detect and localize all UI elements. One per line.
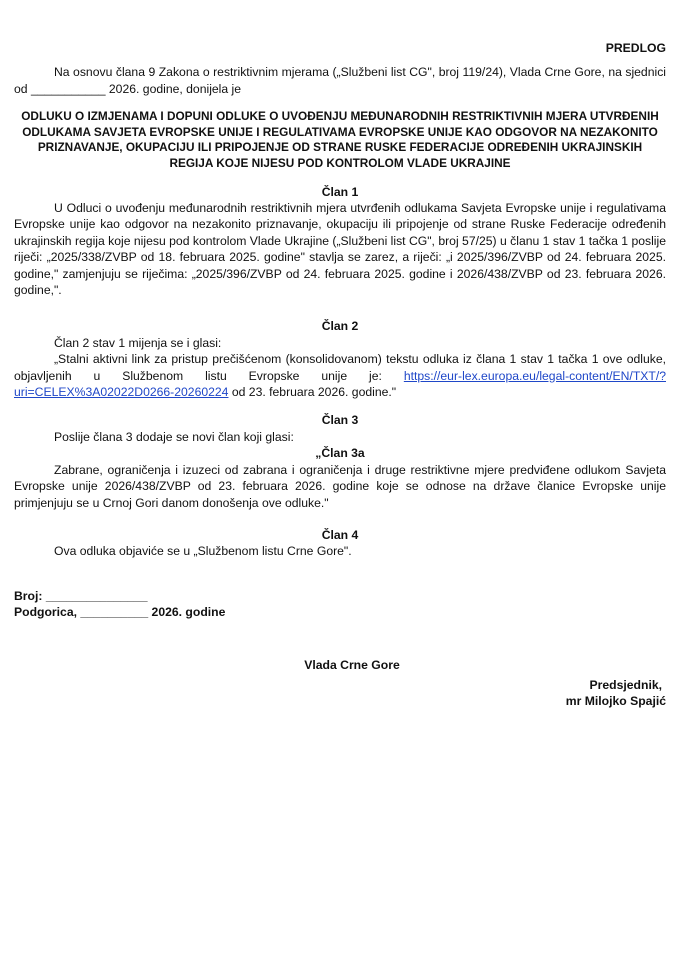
article-4-heading: Član 4 [321, 527, 359, 542]
president-title: Predsjednik, [589, 677, 662, 692]
place-label: Podgorica, [14, 605, 77, 620]
president-signature-block [14, 677, 666, 710]
article-2-text [14, 351, 666, 400]
intro-text-1: Na osnovu člana 9 Zakona o restriktivnim mjerama („Službeni list CG", broj 119/24), Vlada Crne Gore, na sjednici od [14, 65, 666, 96]
article-2-heading: Član 2 [321, 319, 359, 334]
article-1-text: U Odluci o uvođenju međunarodnih restriktivnih mjera utvrđenih odlukama Savjeta Evropske unije i regulativama Evropske unije kao odgovor na nezakonito priznavanje, okupaciju ili pripojenje od strane Ruske Federacije određenih ukrajinskih regija koje nijesu pod kontrolom Vlade Ukrajine („Službeni list CG", broj 57/25) u članu 1 stav 1 tačka 1 poslije riječi: „2025/338/ZVBP od 18. februara 2025. godine" stavlja se zarez, a riječi: „i 2025/396/ZVBP od 24. februara 2025. godine," zamjenjuju se riječima: „2025/396/ZVBP od 24. februara 2025. godine i 2026/438/ZVBP od 23. februara 2026. godine,". [14, 201, 666, 298]
broj-blank: _______________ [45, 588, 148, 603]
place-date-line [14, 604, 666, 620]
document-status-label: PREDLOG [605, 41, 666, 55]
article-2-text-before-link: „Stalni aktivni link za pristup prečišćenom (konsolidovanom) tekstu odluka iz člana 1 stav 1 tačka 1 ove odluke, objavljenih u Službenom listu Evropske unije je: [14, 352, 666, 383]
year-text: 2026. godine [151, 605, 226, 620]
session-date-blank: ___________ [30, 81, 106, 96]
decision-title: ODLUKU O IZMJENAMA I DOPUNI ODLUKE O UVOĐENJU MEĐUNARODNIH RESTRIKTIVNIH MJERA UTVRĐENIH ODLUKAMA SAVJETA EVROPSKE UNIJE I REGULATIVAMA EVROPSKE UNIJE KAO ODGOVOR NA NEZAKONITO PRIZNAVANJE, OKUPACIJU ILI PRIPOJENJE OD STRANE RUSKE FEDERACIJE ODREĐENIH UKRAJINSKIH REGIJA KOJE NIJESU POD KONTROLOM VLADE UKRAJINE [21, 109, 659, 170]
date-blank: __________ [80, 605, 149, 620]
article-3a-heading: „Član 3a [315, 446, 365, 461]
intro-text-2: 2026. godine, donijela je [105, 81, 242, 96]
broj-line [14, 588, 666, 604]
government-name: Vlada Crne Gore [304, 657, 400, 672]
document-page [14, 40, 666, 710]
article-3-intro: Poslije člana 3 dodaje se novi član koji glasi: [54, 429, 294, 444]
article-3a-text: Zabrane, ograničenja i izuzeci od zabrana i ograničenja i druge restriktivne mjere predviđene odlukom Savjeta Evropske unije 2026/438/ZVBP od 23. februara 2026. godine koje se odnose na države članice Evropske unije primjenjuju se u Crnoj Gori danom donošenja ove odluke." [14, 462, 666, 510]
article-2-intro: Član 2 stav 1 mijenja se i glasi: [54, 335, 222, 350]
article-2-text-after-link: od 23. februara 2026. godine." [228, 385, 397, 400]
eur-lex-link[interactable]: https://eur-lex.europa.eu/legal-content/EN/TXT/?uri=CELEX%3A02022D0266-20260224 [14, 368, 666, 400]
article-4-text: Ova odluka objaviće se u „Službenom listu Crne Gore". [54, 544, 352, 559]
president-name: mr Milojko Spajić [565, 694, 666, 709]
broj-label: Broj: [14, 588, 43, 603]
article-3-heading: Član 3 [321, 413, 359, 428]
article-1-heading: Član 1 [321, 184, 359, 199]
intro-paragraph [14, 64, 666, 97]
registration-block [14, 588, 666, 621]
